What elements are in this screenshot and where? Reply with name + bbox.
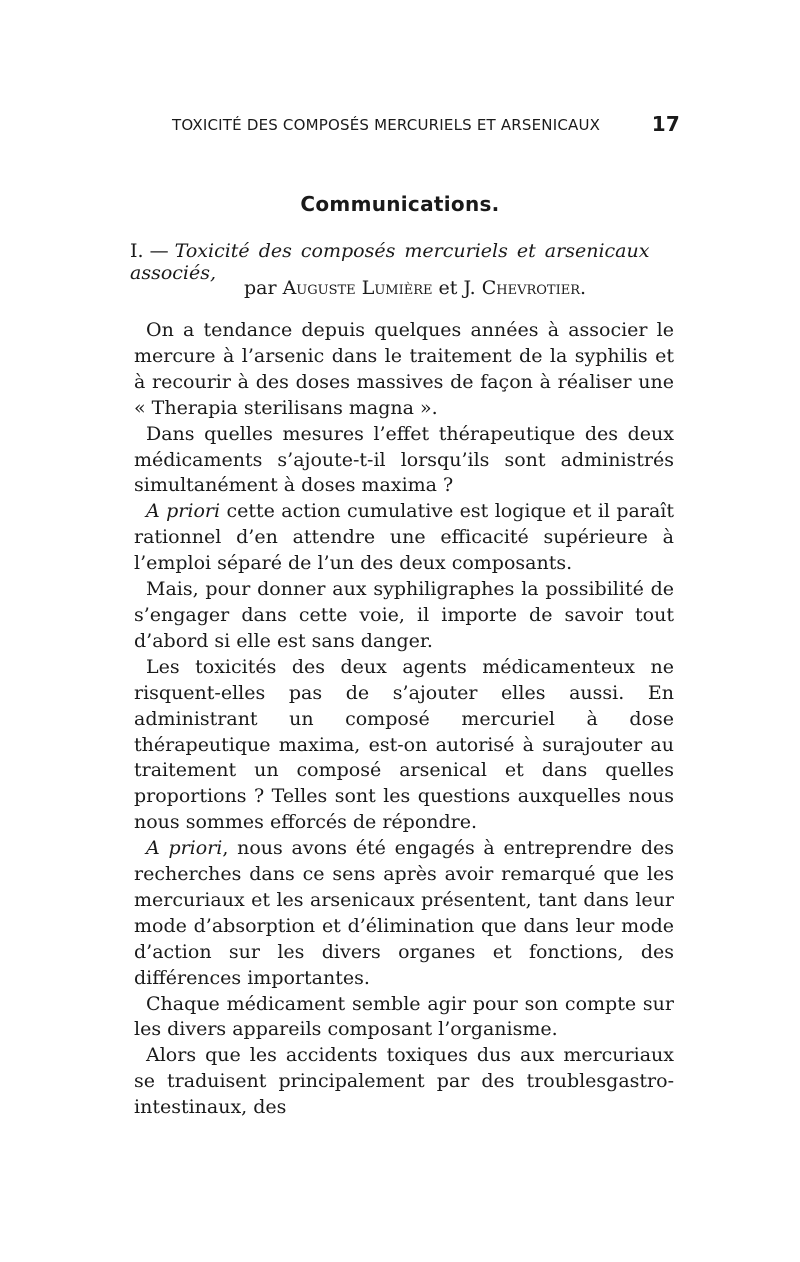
- paragraph: [134, 992, 674, 1044]
- byline-conjunction: et: [438, 277, 458, 299]
- paragraph-lead: A priori: [146, 500, 221, 523]
- paragraph-text: Alors que les accidents toxiques dus aux mercuriaux se traduisent principalement par des troublesgastro-intestinaux, des: [134, 1044, 674, 1119]
- paragraph-text: Dans quelles mesures l’effet thérapeutique des deux médicaments s’ajoute-t-il lorsqu’ils sont administrés simultanément à doses maxima ?: [134, 422, 674, 497]
- page-number: 17: [651, 112, 680, 136]
- paragraph: [134, 655, 674, 836]
- paragraph: [134, 422, 674, 500]
- author-1: Auguste Lumière: [282, 277, 433, 299]
- running-head-title: TOXICITÉ DES COMPOSÉS MERCURIELS ET ARSENICAUX: [172, 116, 601, 134]
- paragraph-text: cette action cumulative est logique et il paraît rationnel d’en attendre une efficacité supérieure à l’emploi séparé de l’un des deux composants.: [134, 500, 674, 575]
- section-heading: Communications.: [300, 192, 500, 216]
- paragraph-lead: A priori: [146, 837, 223, 860]
- paragraph-text: Les toxicités des deux agents médicamenteux ne risquent-elles pas de s’ajouter elles aussi. En administrant un composé mercuriel à dose thérapeutique maxima, est-on autorisé à surajouter au traitement un composé arsenical et dans quelles proportions ? Telles sont les questions auxquelles nous nous sommes efforcés de répondre.: [134, 655, 674, 834]
- paragraph-text: Mais, pour donner aux syphiligraphes la possibilité de s’engager dans cette voie, il importe de savoir tout d’abord si elle est sans danger.: [134, 578, 674, 652]
- body-text: [134, 318, 674, 1121]
- paragraph: [134, 1043, 674, 1121]
- paragraph-text: Chaque médicament semble agir pour son compte sur les divers appareils composant l’organisme.: [134, 992, 674, 1041]
- author-2: J. Chevrotier.: [463, 277, 587, 299]
- article-number: I. —: [130, 240, 169, 262]
- paragraph-text: On a tendance depuis quelques années à associer le mercure à l’arsenic dans le traitement de la syphilis et à recourir à des doses massives de façon à réaliser une « Therapia sterilisans magna ».: [134, 319, 674, 419]
- article-title-text: Toxicité des composés mercuriels et arsenicaux associés,: [130, 240, 650, 284]
- paragraph: [134, 318, 674, 422]
- byline: [0, 277, 800, 299]
- paragraph: [134, 499, 674, 577]
- paragraph: [134, 836, 674, 991]
- paragraph: [134, 577, 674, 655]
- byline-prefix: par: [243, 277, 277, 299]
- paragraph-text: , nous avons été engagés à entreprendre des recherches dans ce sens après avoir remarqué que les mercuriaux et les arsenicaux présentent, tant dans leur mode d’absorption et d’élimination que dans leur mode d’action sur les divers organes et fonctions, des différences importantes.: [134, 837, 674, 989]
